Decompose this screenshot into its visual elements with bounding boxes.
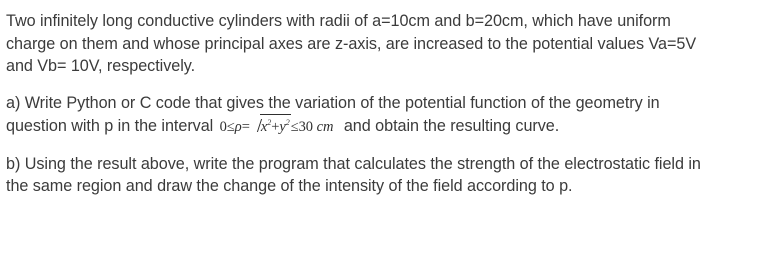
part-b-paragraph — [6, 153, 776, 198]
intro-line-2: charge on them and whose principal axes are z-axis, are increased to the potential values Va=5V — [6, 34, 697, 53]
formula-lower-bound: 0 — [219, 119, 227, 135]
formula-upper-bound: 30 — [298, 119, 314, 135]
intro-line-1: Two infinitely long conductive cylinders with radii of a=10cm and b=20cm, which have uniform — [6, 12, 671, 30]
question-document — [6, 10, 776, 198]
formula-le-2: ≤ — [290, 119, 299, 135]
formula-radicand — [260, 114, 291, 135]
formula-sqrt — [250, 114, 291, 139]
formula-le-1: ≤ — [226, 119, 235, 135]
part-a-text-before: question with p in the interval — [6, 117, 214, 135]
part-a-paragraph — [6, 92, 776, 139]
intro-paragraph — [6, 10, 776, 78]
formula-rho: ρ — [234, 119, 242, 135]
formula-equals: = — [241, 119, 250, 135]
formula-unit: cm — [316, 119, 334, 135]
interval-formula — [220, 114, 334, 139]
part-a-line-2 — [6, 114, 776, 139]
formula-x: x — [260, 119, 268, 135]
part-b-line-2: the same region and draw the change of the intensity of the field according to p. — [6, 177, 573, 195]
formula-exp-1: 2 — [267, 118, 272, 127]
intro-line-3: and Vb= 10V, respectively. — [6, 57, 196, 75]
formula-y: y — [279, 119, 286, 135]
formula-plus: + — [271, 119, 280, 135]
part-a-line-1: a) Write Python or C code that gives the variation of the potential function of the geometry in — [6, 93, 660, 112]
part-a-text-after: and obtain the resulting curve. — [343, 117, 560, 135]
part-b-line-1: b) Using the result above, write the program that calculates the strength of the electrostatic field in — [6, 154, 701, 173]
formula-exp-2: 2 — [285, 118, 290, 127]
